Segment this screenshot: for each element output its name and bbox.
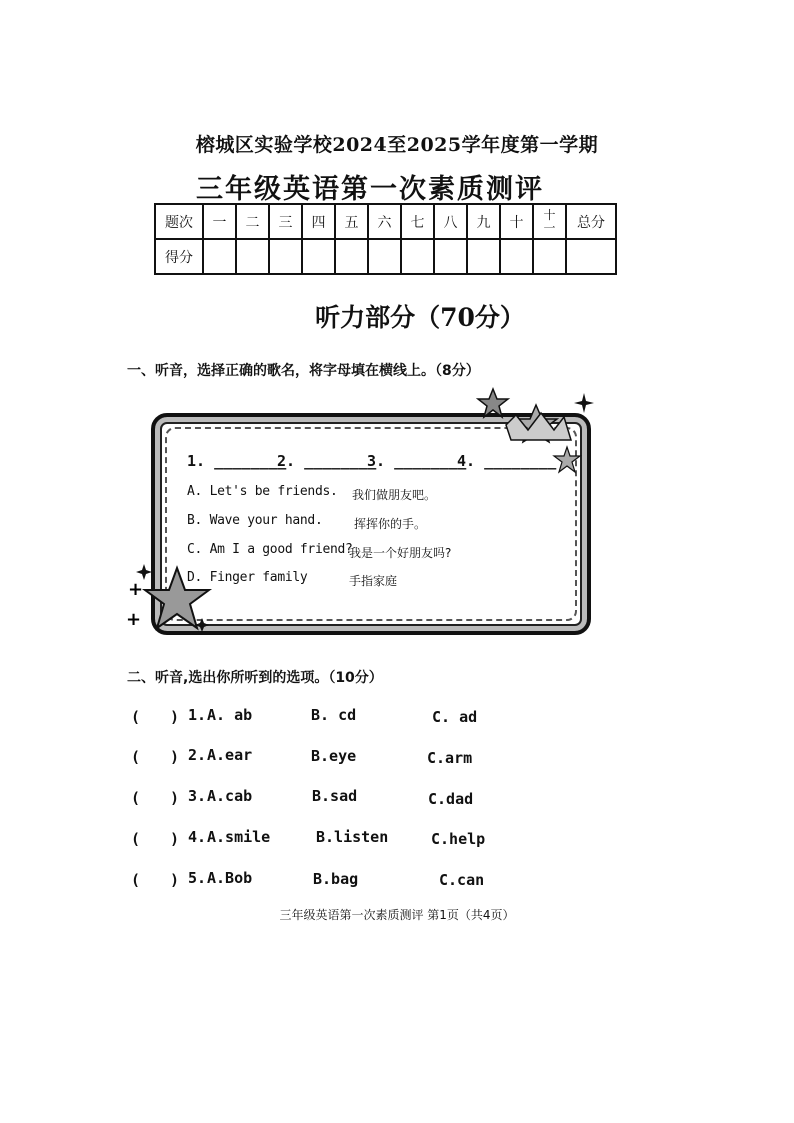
choice-b[interactable]: B.bag [313, 870, 359, 888]
exam-title: 三年级英语第一次素质测评 [196, 174, 544, 205]
score-table-total: 总分 [566, 204, 616, 239]
score-table-col: 七 [401, 204, 434, 239]
score-cell[interactable] [302, 239, 335, 274]
score-cell[interactable] [203, 239, 236, 274]
blank-1[interactable]: 1. ________ [187, 452, 287, 470]
score-table-col: 四 [302, 204, 335, 239]
option-c-en: C. Am I a good friend? [187, 542, 353, 557]
score-cell[interactable] [368, 239, 401, 274]
choice-c[interactable]: C.help [431, 830, 486, 848]
score-table-row-scores [155, 239, 616, 274]
answer-paren[interactable]: ( ) [131, 871, 180, 889]
question-number: 1. [188, 706, 207, 724]
score-table-col: 六 [368, 204, 401, 239]
score-cell[interactable] [236, 239, 269, 274]
score-table-col: 八 [434, 204, 467, 239]
score-cell[interactable] [500, 239, 533, 274]
score-cell[interactable] [269, 239, 302, 274]
score-table [154, 203, 617, 275]
score-table-col: 二 [236, 204, 269, 239]
score-table-col: 一 [203, 204, 236, 239]
score-table-col-11 [533, 204, 566, 239]
choice-a[interactable]: A.ear [207, 746, 253, 764]
choice-b[interactable]: B.eye [311, 747, 357, 765]
school-line: 榕城区实验学校2024至2025学年度第一学期 [195, 134, 599, 156]
score-table-col: 九 [467, 204, 500, 239]
svg-text:+: + [128, 579, 144, 600]
score-table-row-label: 题次 [155, 204, 203, 239]
option-c-cn: 我是一个好朋友吗? [349, 546, 452, 560]
listening-title: 听力部分（70分） [315, 303, 525, 332]
question-number: 5. [188, 869, 207, 887]
option-d-en: D. Finger family [187, 570, 308, 585]
section1-instruction: 一、听音，选择正确的歌名，将字母填在横线上。（8分） [127, 363, 480, 379]
score-table-row-questions [155, 204, 616, 239]
col11-top: 十 [543, 207, 556, 222]
option-b-cn: 挥挥你的手。 [354, 517, 427, 531]
choice-c[interactable]: C.can [439, 871, 485, 889]
score-table-row-label: 得分 [155, 239, 203, 274]
score-cell-total[interactable] [566, 239, 616, 274]
choice-a[interactable]: A. ab [207, 706, 253, 724]
score-cell[interactable] [467, 239, 500, 274]
choice-c[interactable]: C.arm [427, 749, 473, 767]
choice-b[interactable]: B. cd [311, 706, 357, 724]
score-table-col: 十 [500, 204, 533, 239]
answer-paren[interactable]: ( ) [131, 789, 180, 807]
blank-2[interactable]: 2. ________ [277, 452, 377, 470]
option-d-cn: 手指家庭 [349, 574, 398, 588]
question-number: 2. [188, 746, 207, 764]
score-cell[interactable] [335, 239, 368, 274]
answer-paren[interactable]: ( ) [131, 708, 180, 726]
score-cell[interactable] [533, 239, 566, 274]
small-star-icon [552, 445, 582, 475]
section2-instruction: 二、听音,选出你所听到的选项。（10分） [127, 670, 383, 686]
choice-c[interactable]: C. ad [432, 708, 478, 726]
option-a-en: A. Let's be friends. [187, 484, 338, 499]
blank-3[interactable]: 3. ________ [367, 452, 467, 470]
choice-b[interactable]: B.sad [312, 787, 358, 805]
score-cell[interactable] [401, 239, 434, 274]
choice-a[interactable]: A.smile [207, 828, 271, 846]
choice-a[interactable]: A.cab [207, 787, 253, 805]
question-number: 4. [188, 828, 207, 846]
option-b-en: B. Wave your hand. [187, 513, 323, 528]
col11-bottom: 一 [543, 220, 556, 235]
choice-b[interactable]: B.listen [316, 828, 389, 846]
answer-paren[interactable]: ( ) [131, 830, 180, 848]
blank-4[interactable]: 4. ________ [457, 452, 557, 470]
answer-paren[interactable]: ( ) [131, 748, 180, 766]
page-footer: 三年级英语第一次素质测评 第1页（共4页） [279, 908, 515, 922]
star-crown-decoration-icon [476, 385, 606, 460]
svg-text:+: + [126, 609, 142, 630]
choice-c[interactable]: C.dad [428, 790, 474, 808]
score-cell[interactable] [434, 239, 467, 274]
choice-a[interactable]: A.Bob [207, 869, 253, 887]
score-table-col: 三 [269, 204, 302, 239]
question-number: 3. [188, 787, 207, 805]
score-table-col: 五 [335, 204, 368, 239]
option-a-cn: 我们做朋友吧。 [352, 488, 437, 502]
